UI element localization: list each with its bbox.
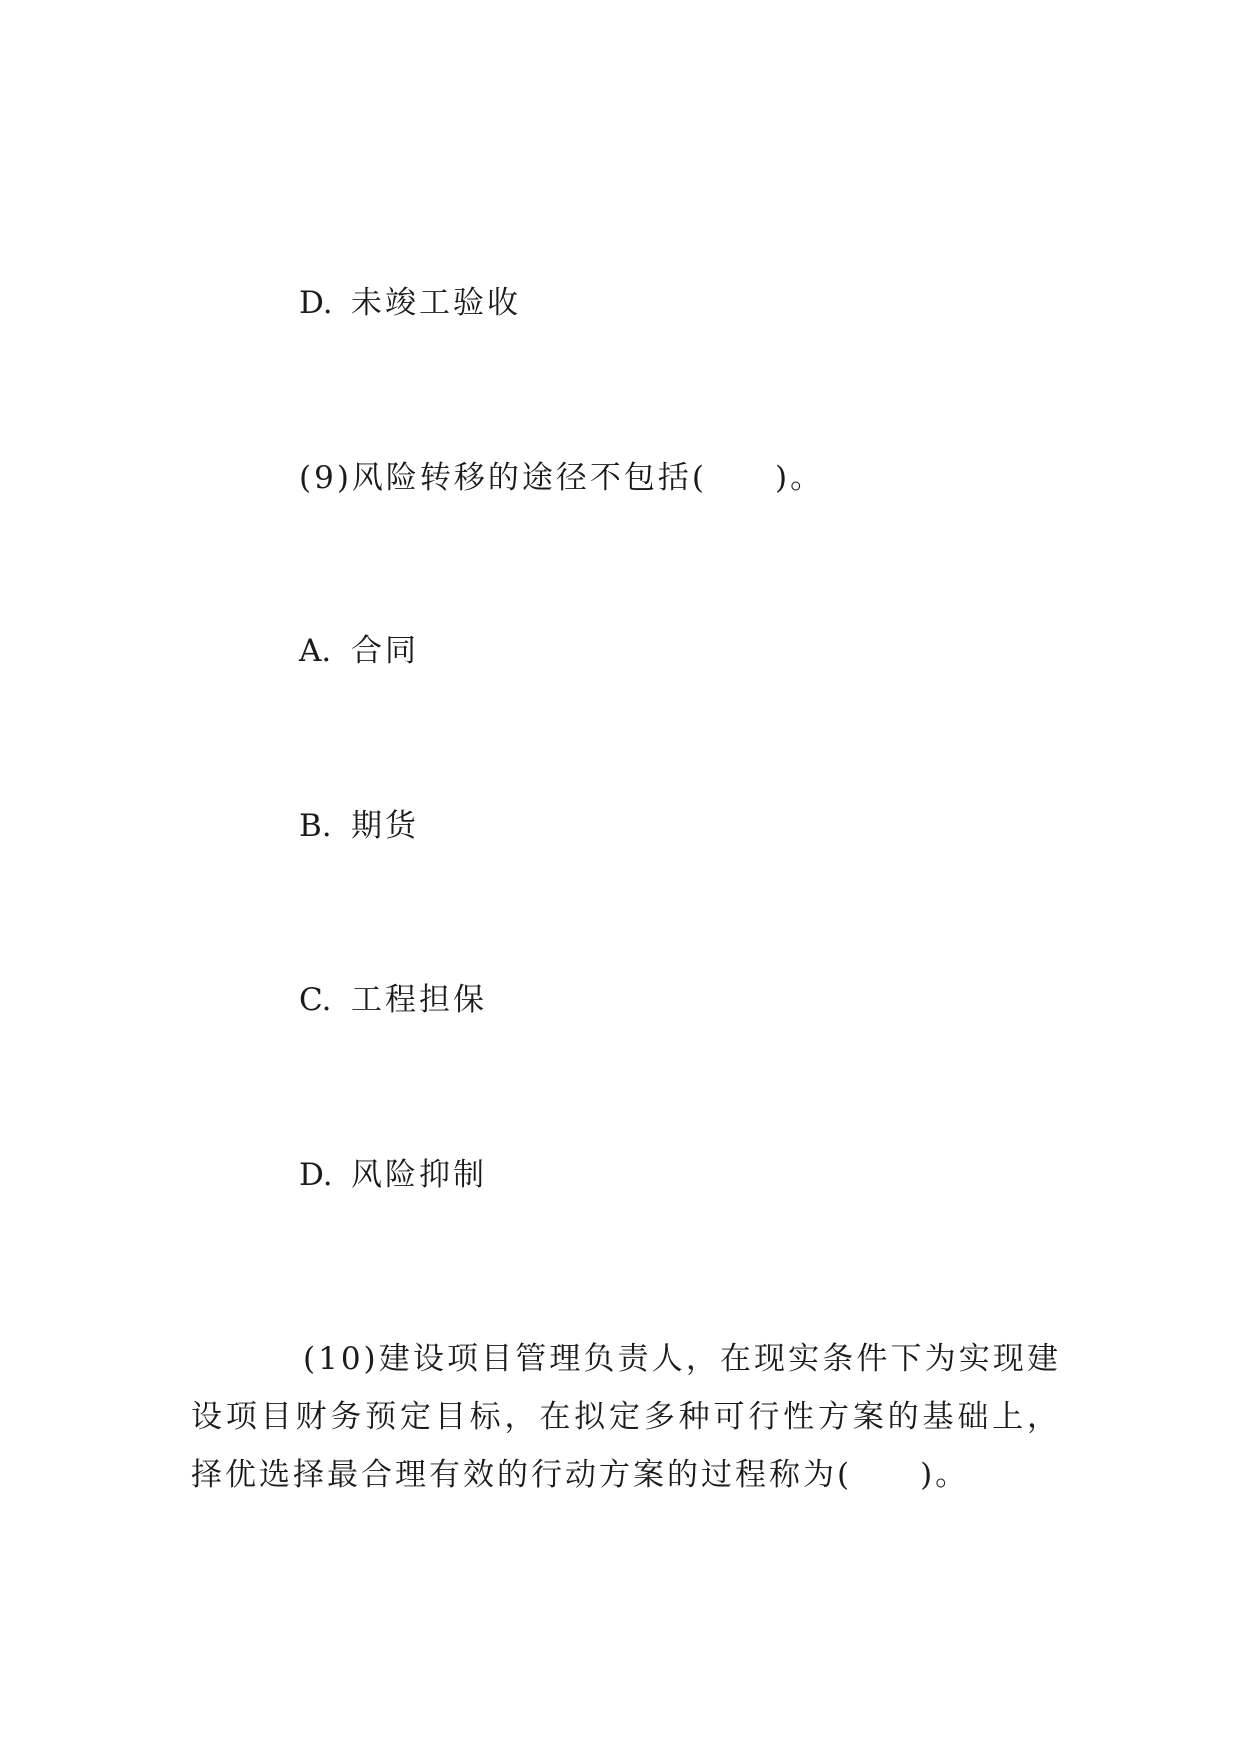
- q9-option-b: [299, 806, 419, 846]
- option-letter: D.: [299, 285, 333, 321]
- q9-option-c: [299, 980, 487, 1020]
- option-text: 风险抑制: [351, 1157, 487, 1193]
- option-text: 未竣工验收: [351, 285, 521, 321]
- option-text: 合同: [351, 633, 419, 669]
- q9-stem: (9)风险转移的途径不包括( )。: [299, 460, 825, 496]
- option-letter: A.: [299, 633, 332, 669]
- q9-option-d: [299, 1155, 487, 1195]
- option-letter: C.: [299, 982, 332, 1018]
- q8-option-d: [299, 283, 521, 323]
- option-text: 期货: [351, 808, 419, 844]
- option-letter: D.: [299, 1157, 333, 1193]
- option-text: 工程担保: [351, 982, 487, 1018]
- option-letter: B.: [299, 808, 332, 844]
- q9-option-a: [299, 631, 419, 671]
- q10-stem: (10)建设项目管理负责人，在现实条件下为实现建设项目财务预定目标，在拟定多种可行性方案的基础上，择优选择最合理有效的行动方案的过程称为( )。: [191, 1341, 1061, 1493]
